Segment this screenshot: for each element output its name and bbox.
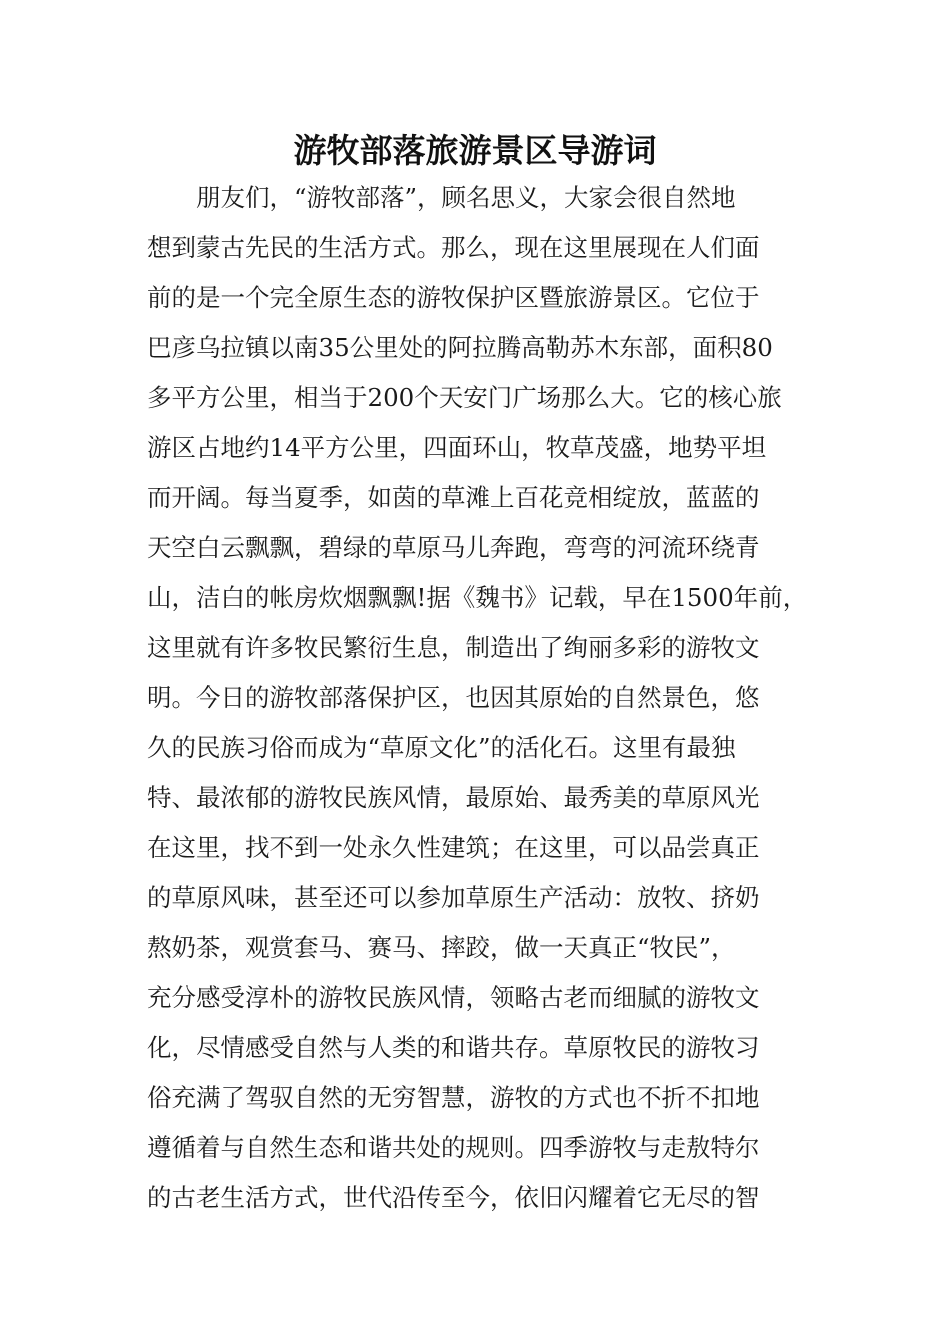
body-line: 巴彦乌拉镇以南35公里处的阿拉腾高勒苏木东部，面积80 [147, 333, 773, 362]
body-line: 明。今日的游牧部落保护区，也因其原始的自然景色，悠 [147, 683, 760, 712]
document-title: 游牧部落旅游景区导游词 [293, 131, 657, 170]
body-line: 而开阔。每当夏季，如茵的草滩上百花竞相绽放，蓝蓝的 [147, 483, 760, 512]
body-line: 特、最浓郁的游牧民族风情，最原始、最秀美的草原风光 [147, 783, 760, 812]
body-line: 多平方公里，相当于200个天安门广场那么大。它的核心旅 [147, 383, 782, 412]
body-line: 山，洁白的帐房炊烟飘飘!据《魏书》记载，早在1500年前， [147, 583, 808, 612]
body-line: 前的是一个完全原生态的游牧保护区暨旅游景区。它位于 [147, 283, 760, 312]
body-line: 俗充满了驾驭自然的无穷智慧，游牧的方式也不折不扣地 [147, 1083, 760, 1112]
body-line: 这里就有许多牧民繁衍生息，制造出了绚丽多彩的游牧文 [147, 633, 760, 662]
body-line: 朋友们，“游牧部落”，顾名思义，大家会很自然地 [147, 183, 736, 212]
body-line: 充分感受淳朴的游牧民族风情，领略古老而细腻的游牧文 [147, 983, 760, 1012]
body-line: 的草原风味，甚至还可以参加草原生产活动：放牧、挤奶 [147, 883, 760, 912]
body-line: 想到蒙古先民的生活方式。那么，现在这里展现在人们面 [147, 233, 760, 262]
body-line: 的古老生活方式，世代沿传至今，依旧闪耀着它无尽的智 [147, 1183, 760, 1212]
body-line: 遵循着与自然生态和谐共处的规则。四季游牧与走敖特尔 [147, 1133, 760, 1162]
body-line: 化，尽情感受自然与人类的和谐共存。草原牧民的游牧习 [147, 1033, 760, 1062]
body-line: 游区占地约14平方公里，四面环山，牧草茂盛，地势平坦 [147, 433, 767, 462]
body-line: 在这里，找不到一处永久性建筑；在这里，可以品尝真正 [147, 833, 760, 862]
body-line: 天空白云飘飘，碧绿的草原马儿奔跑，弯弯的河流环绕青 [147, 533, 760, 562]
body-line: 久的民族习俗而成为“草原文化”的活化石。这里有最独 [147, 733, 736, 762]
body-line: 熬奶茶，观赏套马、赛马、摔跤，做一天真正“牧民”， [147, 933, 736, 962]
